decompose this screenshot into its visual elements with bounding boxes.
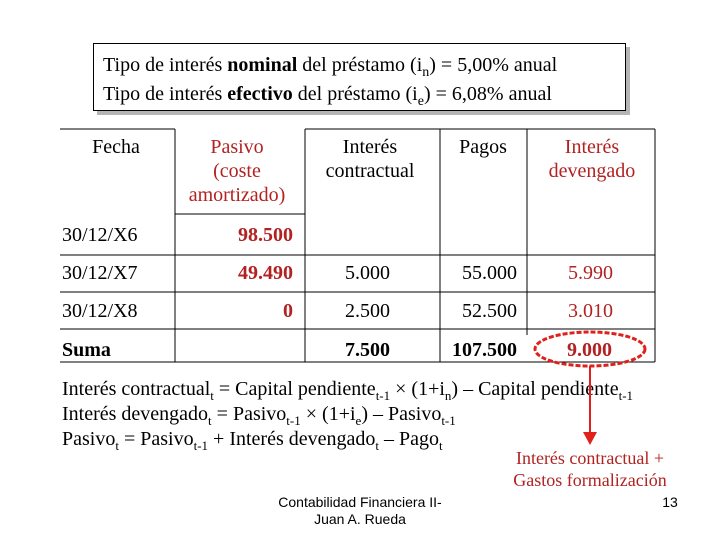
- row-x8-pasivo: 0: [283, 300, 293, 322]
- suma-devengado: 9.000: [567, 339, 612, 361]
- row-x6-fecha: 30/12/X6: [62, 224, 138, 246]
- formula-pasivo: Pasivo$_t$ = Pasivo$_{t-1}$ + Interés devengado$_t$ – Pago$_t$: [62, 428, 443, 453]
- header-pagos: Pagos: [459, 136, 507, 158]
- page-number: 13: [662, 494, 678, 510]
- suma-pagos: 107.500: [452, 339, 517, 361]
- row-x7-pagos: 55.000: [462, 262, 517, 284]
- header-pasivo: Pasivo (coste amortizado): [188, 136, 286, 206]
- row-x7-interes: 5.000: [345, 262, 390, 284]
- header-interes-contractual: Interés contractual: [325, 136, 415, 182]
- row-x8-fecha: 30/12/X8: [62, 300, 138, 322]
- nominal-rate-line: Tipo de interés nominal del préstamo $(i_n) = 5,00\%$ anual: [103, 54, 558, 80]
- suma-label: Suma: [62, 339, 111, 361]
- row-x6-pasivo: 98.500: [238, 224, 293, 246]
- row-x8-interes: 2.500: [345, 300, 390, 322]
- note-gastos: Interés contractual + Gastos formalización: [513, 448, 667, 490]
- formula-interes-contractual: Interés contractual$_t$ = Capital pendiente$_{t-1}$ × $(1+i_n)$ – Capital pendiente$_{t-1}$: [62, 378, 634, 403]
- row-x8-pagos: 52.500: [462, 300, 517, 322]
- header-fecha: Fecha: [92, 136, 140, 158]
- row-x8-devengado: 3.010: [568, 300, 613, 322]
- effective-rate-line: Tipo de interés efectivo del préstamo $(i_e) = 6,08\%$ anual: [103, 83, 552, 109]
- row-x7-pasivo: 49.490: [238, 262, 293, 284]
- row-x7-fecha: 30/12/X7: [62, 262, 138, 284]
- formula-interes-devengado: Interés devengado$_t$ = Pasivo$_{t-1}$ × $(1+i_e)$ – Pasivo$_{t-1}$: [62, 403, 456, 428]
- footer-credit: Contabilidad Financiera II- Juan A. Rueda: [278, 494, 442, 527]
- row-x7-devengado: 5.990: [568, 262, 613, 284]
- suma-interes: 7.500: [345, 339, 390, 361]
- header-interes-devengado: Interés devengado: [548, 136, 636, 182]
